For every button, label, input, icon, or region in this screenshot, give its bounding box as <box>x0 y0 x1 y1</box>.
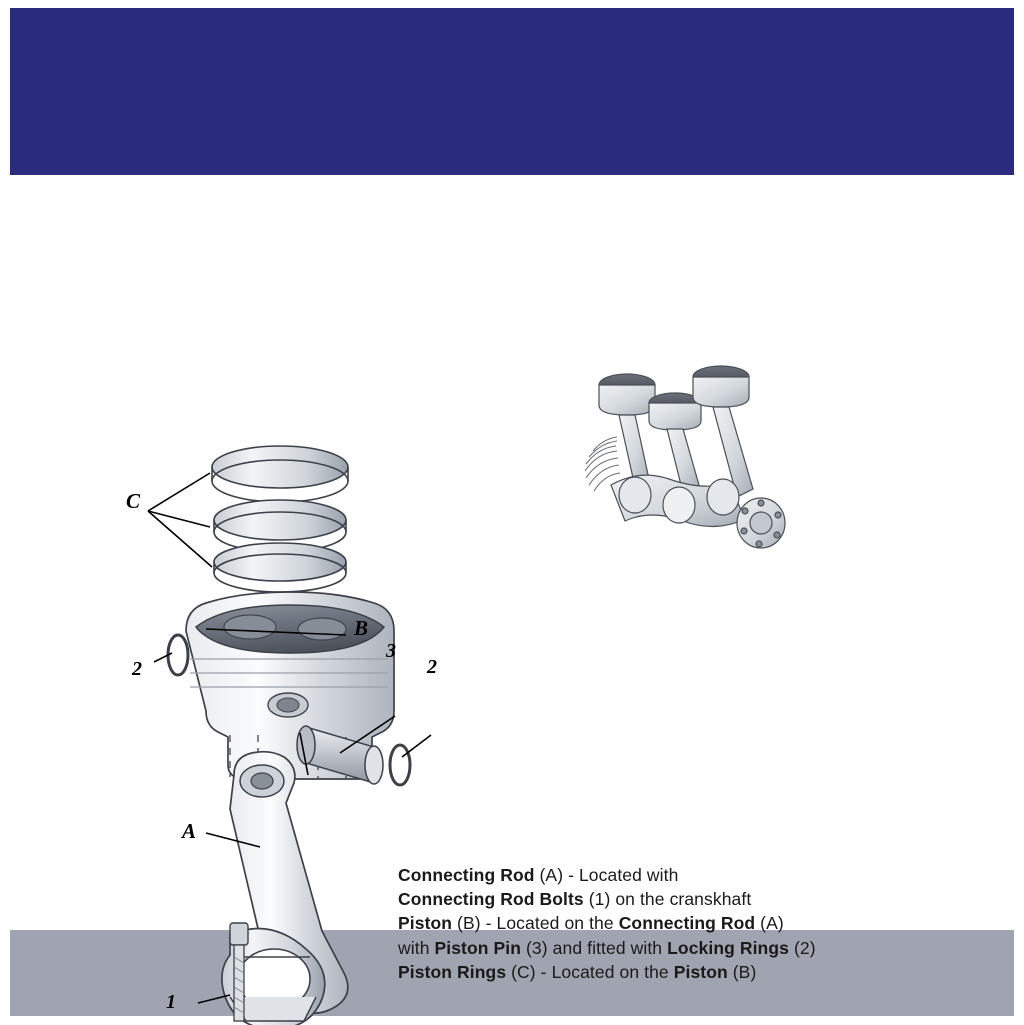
caption-line <box>398 911 918 935</box>
caption-text: (B) <box>727 961 757 982</box>
diagram-caption <box>398 863 918 984</box>
caption-text: (B) - Located on the <box>452 913 619 934</box>
caption-term: Piston Rings <box>398 961 507 982</box>
callout-c-label: C <box>126 489 141 513</box>
callout-a-label: A <box>182 819 197 843</box>
caption-term: Connecting Rod <box>398 865 535 885</box>
caption-line <box>398 863 918 887</box>
header-band <box>10 8 1014 175</box>
caption-text: (A) - Located with <box>534 865 679 885</box>
callout-2-right-label: 2 <box>427 656 437 678</box>
piston-rings-group <box>212 446 348 592</box>
callout-2-left-label: 2 <box>132 658 142 680</box>
caption-text: (3) and fitted with <box>521 937 668 958</box>
caption-text: with <box>398 937 435 958</box>
caption-line <box>398 887 918 911</box>
callout-1-label: 1 <box>166 991 176 1013</box>
callout-3-label: 3 <box>386 640 396 662</box>
callout-c-leaders <box>148 473 212 567</box>
engine-crankshaft <box>611 475 785 548</box>
caption-term: Connecting Rod <box>618 913 756 934</box>
caption-term: Piston <box>398 913 453 934</box>
caption-term: Connecting Rod Bolts <box>398 889 584 910</box>
caption-term: Locking Rings <box>667 937 789 958</box>
caption-text: (1) on the cranskhaft <box>583 889 752 910</box>
crankshaft-assembly-illustration <box>575 355 805 575</box>
callout-b-label: B <box>354 616 369 640</box>
caption-text: (2) <box>788 937 816 958</box>
caption-line <box>398 960 918 984</box>
caption-text: (C) - Located on the <box>506 961 674 982</box>
caption-term: Piston <box>673 961 728 982</box>
diagram-area <box>0 175 1024 1013</box>
caption-text: (A) <box>755 913 784 934</box>
caption-line <box>398 936 918 960</box>
caption-term: Piston Pin <box>434 937 522 958</box>
